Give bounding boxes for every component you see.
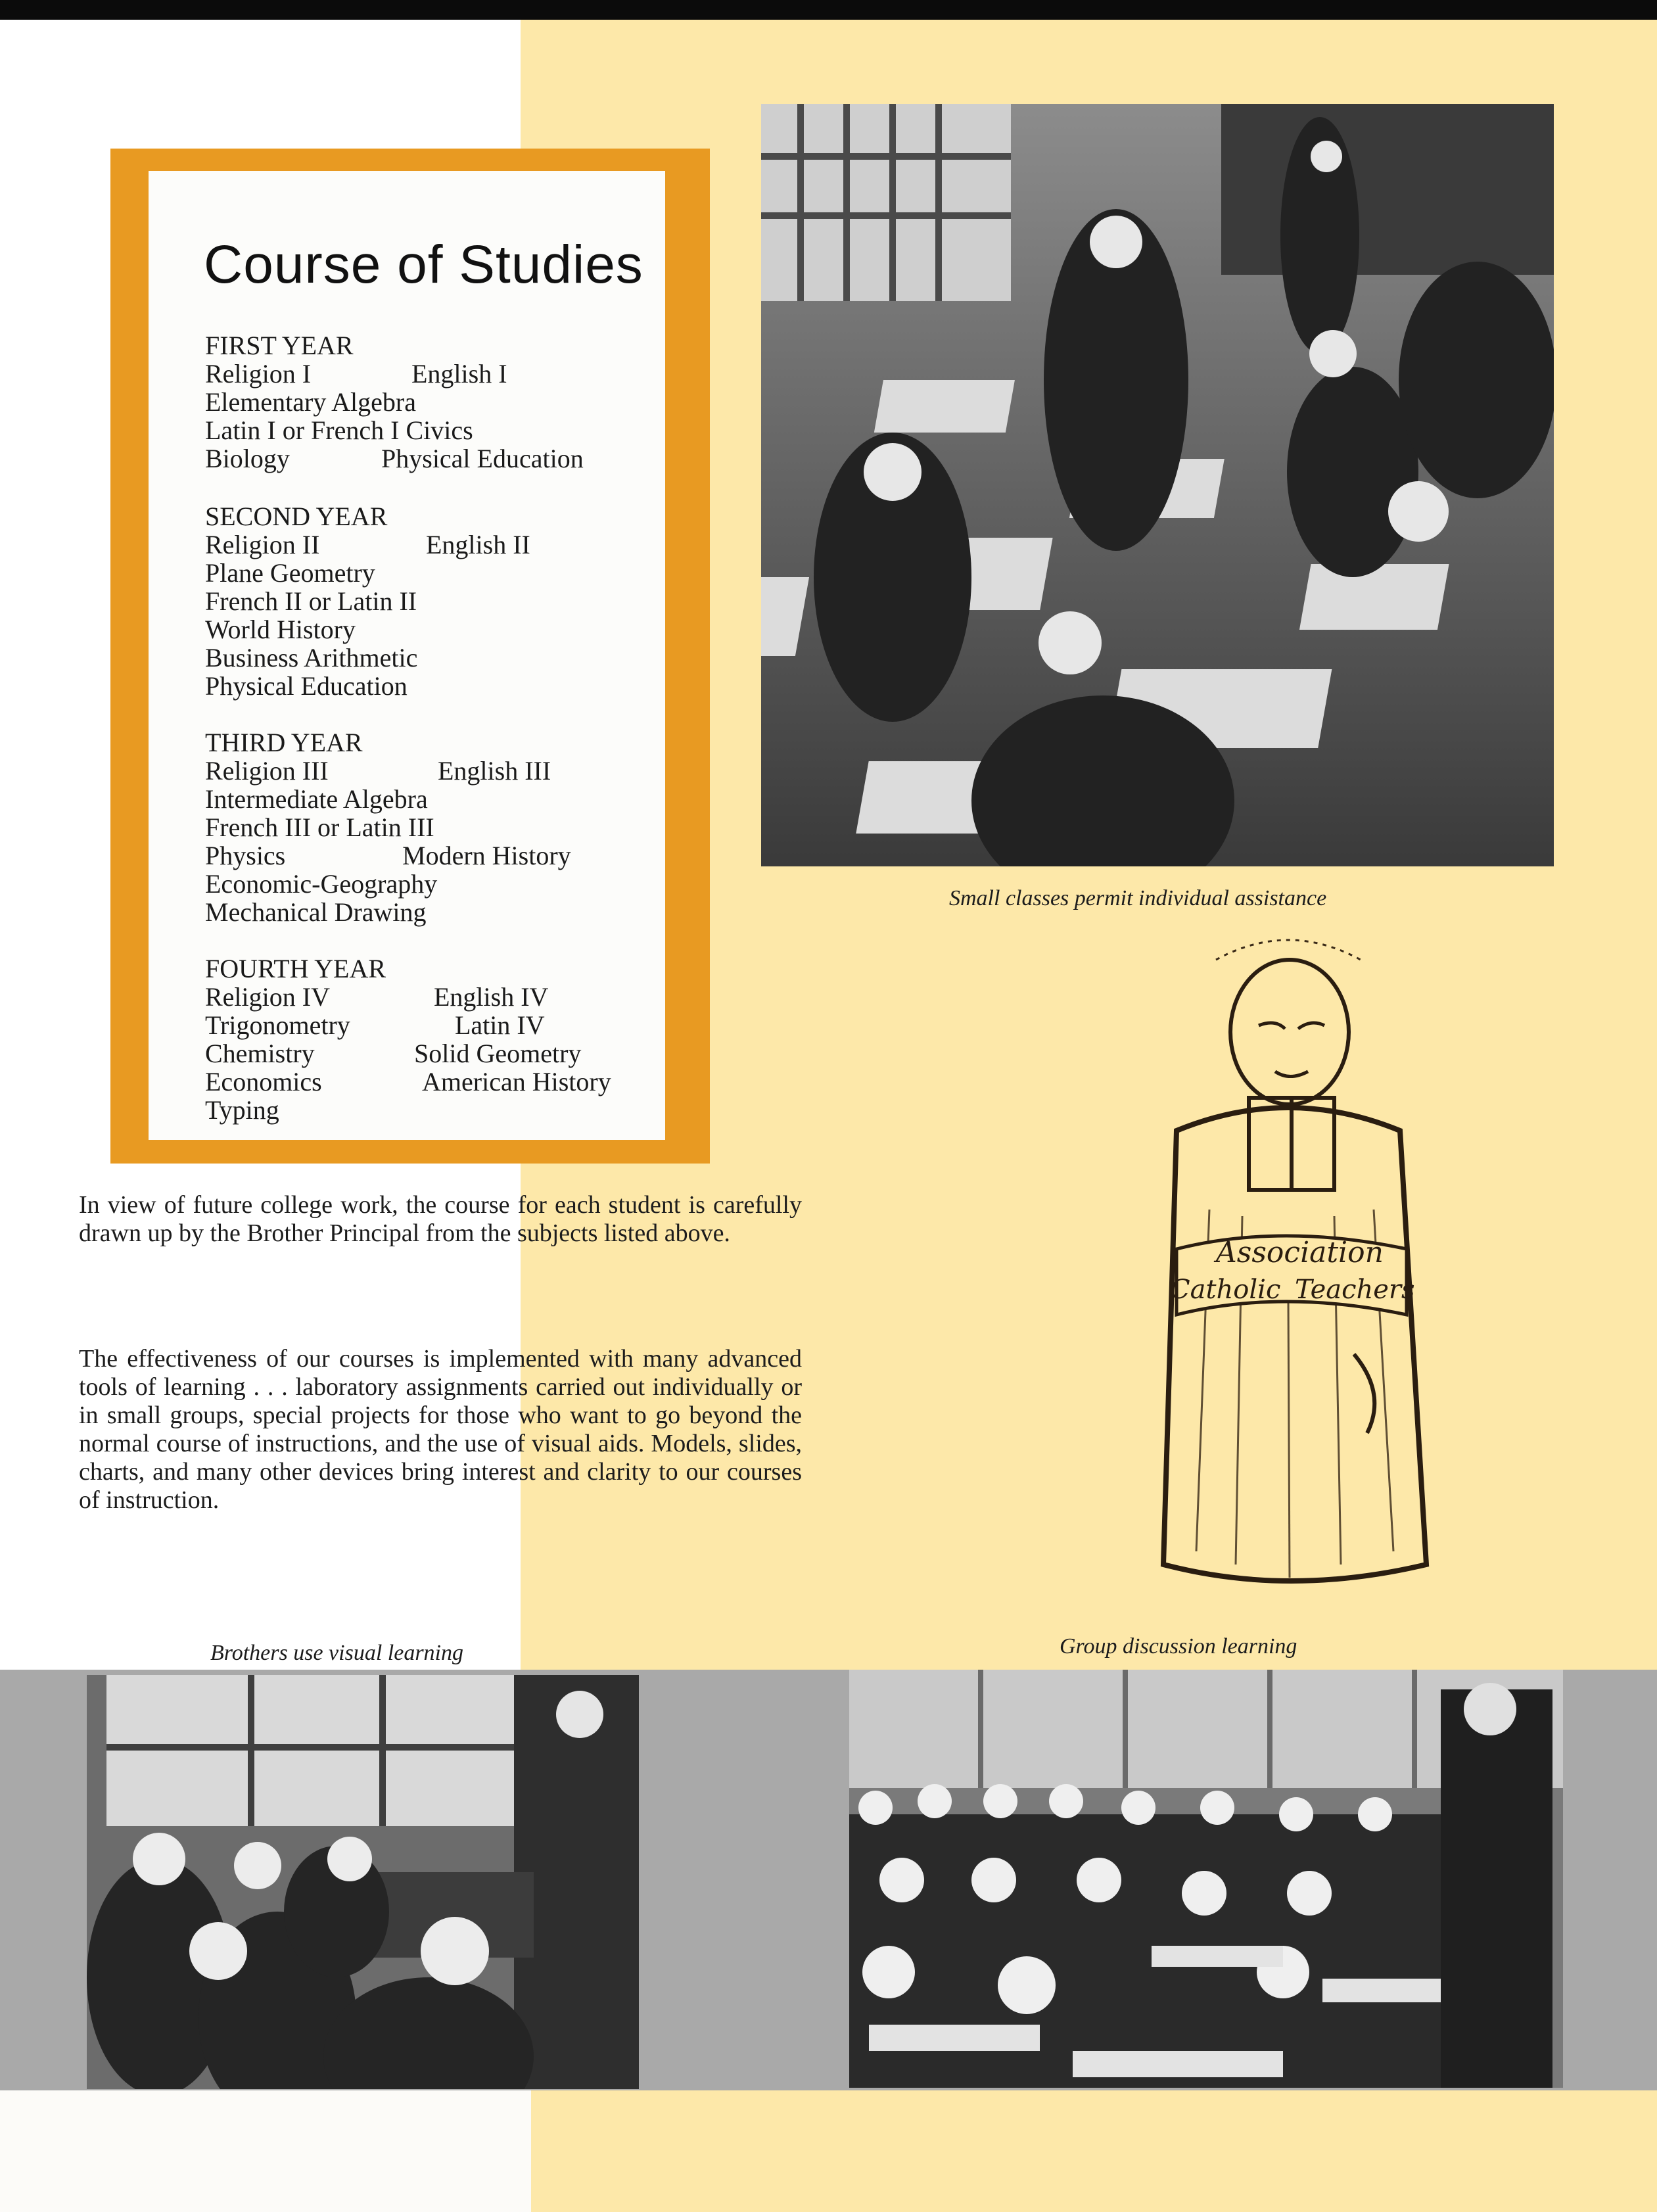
course-item: Latin IV bbox=[455, 1010, 545, 1040]
course-item: Plane Geometry bbox=[205, 558, 375, 588]
course-item: Modern History bbox=[402, 841, 571, 870]
brother-illustration bbox=[1117, 933, 1459, 1617]
course-row bbox=[205, 587, 665, 615]
course-row bbox=[205, 644, 665, 672]
course-item: English I bbox=[411, 359, 507, 388]
course-item: World History bbox=[205, 615, 356, 644]
course-item: Religion I bbox=[205, 359, 312, 388]
second-year-block bbox=[205, 502, 665, 700]
year-heading: FOURTH YEAR bbox=[205, 954, 386, 983]
course-item: Elementary Algebra bbox=[205, 387, 416, 417]
course-row bbox=[205, 870, 665, 898]
tools-paragraph: The effectiveness of our courses is implemented with many advanced tools of learning . . . laboratory assignments carried out individually or in small groups, special projects for those who want to go beyond the normal course of instructions, and the use of visual aids. Models, slides, charts, and many other devices bring interest and clarity to our courses of instruction. bbox=[79, 1345, 802, 1514]
top-black-border bbox=[0, 0, 1657, 20]
course-item: Religion IV bbox=[205, 982, 330, 1012]
course-of-studies-frame bbox=[110, 149, 710, 1164]
course-item: American History bbox=[422, 1067, 611, 1096]
course-row bbox=[205, 416, 665, 444]
course-item: Biology bbox=[205, 444, 290, 473]
course-item: Economic-Geography bbox=[205, 869, 438, 899]
course-row bbox=[205, 841, 665, 870]
course-item: Solid Geometry bbox=[414, 1039, 582, 1068]
course-item: Physical Education bbox=[381, 444, 584, 473]
course-item: English III bbox=[438, 756, 551, 786]
course-row bbox=[205, 1039, 665, 1068]
first-year-block bbox=[205, 331, 665, 473]
year-heading: THIRD YEAR bbox=[205, 728, 363, 757]
course-item: Physical Education bbox=[205, 671, 408, 701]
course-row bbox=[205, 1011, 665, 1039]
course-row bbox=[205, 813, 665, 841]
caption-group-discussion: Group discussion learning bbox=[1060, 1634, 1297, 1659]
course-row bbox=[205, 615, 665, 644]
course-row bbox=[205, 530, 665, 559]
course-of-studies-card bbox=[149, 171, 665, 1140]
caption-small-classes: Small classes permit individual assistance bbox=[949, 886, 1327, 910]
intro-paragraph: In view of future college work, the course for each student is carefully drawn up by the Brother Principal from the subjects listed above. bbox=[79, 1191, 802, 1247]
group-discussion-photo bbox=[849, 1670, 1563, 2088]
course-item: Physics bbox=[205, 841, 286, 870]
course-item: English II bbox=[426, 530, 530, 559]
course-item: Economics bbox=[205, 1067, 322, 1096]
course-item: Trigonometry bbox=[205, 1010, 350, 1040]
course-item: Mechanical Drawing bbox=[205, 897, 427, 927]
bottom-white-panel bbox=[0, 2090, 531, 2212]
year-heading: SECOND YEAR bbox=[205, 502, 388, 531]
course-row bbox=[205, 785, 665, 813]
course-item: Chemistry bbox=[205, 1039, 315, 1068]
course-item: English IV bbox=[434, 982, 549, 1012]
course-item: French II or Latin II bbox=[205, 586, 417, 616]
course-row bbox=[205, 559, 665, 587]
course-row bbox=[205, 444, 665, 473]
course-row bbox=[205, 388, 665, 416]
year-heading: FIRST YEAR bbox=[205, 331, 354, 360]
illustration-text-catholic: Catholic bbox=[1170, 1275, 1281, 1305]
fourth-year-block bbox=[205, 954, 665, 1124]
course-item: Intermediate Algebra bbox=[205, 784, 428, 814]
course-row bbox=[205, 360, 665, 388]
classroom-photo bbox=[761, 104, 1554, 866]
visual-learning-photo bbox=[87, 1675, 639, 2089]
course-item: Business Arithmetic bbox=[205, 643, 418, 672]
course-item: Religion II bbox=[205, 530, 320, 559]
course-row bbox=[205, 983, 665, 1011]
course-title: Course of Studies bbox=[204, 235, 643, 294]
course-row bbox=[205, 1068, 665, 1096]
course-item: Religion III bbox=[205, 756, 329, 786]
caption-visual-learning: Brothers use visual learning bbox=[210, 1641, 463, 1665]
course-row bbox=[205, 757, 665, 785]
course-row bbox=[205, 672, 665, 700]
course-item: Latin I or French I Civics bbox=[205, 415, 473, 445]
illustration-text-association: Association bbox=[1216, 1236, 1384, 1269]
third-year-block bbox=[205, 728, 665, 926]
course-item: Typing bbox=[205, 1095, 279, 1125]
course-row bbox=[205, 1096, 665, 1124]
course-item: French III or Latin III bbox=[205, 812, 434, 842]
illustration-text-teachers: Teachers bbox=[1295, 1275, 1415, 1305]
course-row bbox=[205, 898, 665, 926]
